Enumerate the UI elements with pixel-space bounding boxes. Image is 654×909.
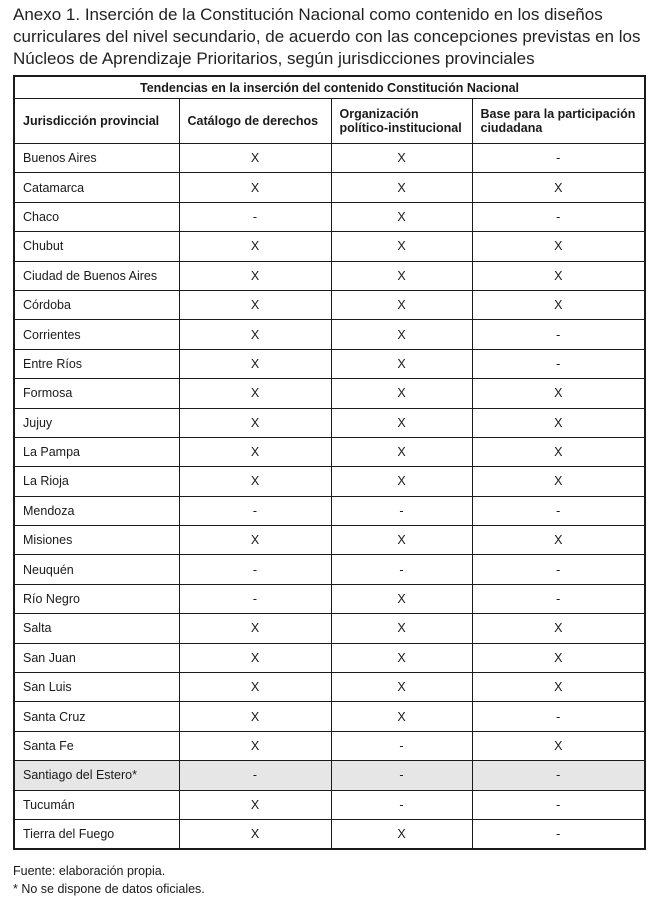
value-cell: X bbox=[331, 290, 472, 319]
value-cell: - bbox=[179, 761, 331, 790]
table-row bbox=[14, 526, 645, 555]
value-cell: X bbox=[179, 290, 331, 319]
jurisdiction-cell: Tucumán bbox=[14, 790, 179, 819]
table-row bbox=[14, 614, 645, 643]
value-cell: X bbox=[331, 614, 472, 643]
table-row bbox=[14, 761, 645, 790]
value-cell: X bbox=[331, 437, 472, 466]
jurisdiction-cell: San Juan bbox=[14, 643, 179, 672]
value-cell: - bbox=[331, 496, 472, 525]
value-cell: - bbox=[472, 761, 645, 790]
jurisdiction-cell: La Pampa bbox=[14, 437, 179, 466]
value-cell: X bbox=[179, 526, 331, 555]
value-cell: X bbox=[179, 144, 331, 173]
table-row bbox=[14, 379, 645, 408]
jurisdiction-cell: Santa Fe bbox=[14, 731, 179, 760]
jurisdiction-cell: Río Negro bbox=[14, 584, 179, 613]
table-row bbox=[14, 673, 645, 702]
jurisdiction-cell: Chubut bbox=[14, 232, 179, 261]
value-cell: - bbox=[472, 496, 645, 525]
value-cell: X bbox=[472, 526, 645, 555]
column-header-rights-catalog: Catálogo de derechos bbox=[179, 99, 331, 144]
value-cell: - bbox=[179, 496, 331, 525]
document-title: Anexo 1. Inserción de la Constitución Nacional como contenido en los diseños curriculares del nivel secundario, de acuerdo con las concepciones previstas en los Núcleos de Aprendizaje Prioritarios, según jurisdicciones provinciales bbox=[13, 5, 641, 68]
table-row bbox=[14, 202, 645, 231]
value-cell: X bbox=[179, 643, 331, 672]
value-cell: X bbox=[331, 526, 472, 555]
table-row bbox=[14, 437, 645, 466]
footnote: * No se dispone de datos oficiales. bbox=[13, 882, 205, 896]
value-cell: - bbox=[331, 731, 472, 760]
table-row bbox=[14, 261, 645, 290]
table-row bbox=[14, 584, 645, 613]
value-cell: - bbox=[331, 555, 472, 584]
jurisdiction-cell: Ciudad de Buenos Aires bbox=[14, 261, 179, 290]
value-cell: X bbox=[179, 467, 331, 496]
table-row bbox=[14, 349, 645, 378]
table-row bbox=[14, 731, 645, 760]
value-cell: X bbox=[179, 379, 331, 408]
jurisdiction-cell: Chaco bbox=[14, 202, 179, 231]
table-row bbox=[14, 702, 645, 731]
value-cell: X bbox=[331, 643, 472, 672]
table-row bbox=[14, 467, 645, 496]
table-row bbox=[14, 408, 645, 437]
value-cell: X bbox=[331, 819, 472, 849]
table-row bbox=[14, 643, 645, 672]
source-note: Fuente: elaboración propia. bbox=[13, 864, 166, 878]
jurisdiction-cell: Jujuy bbox=[14, 408, 179, 437]
jurisdiction-cell: Neuquén bbox=[14, 555, 179, 584]
value-cell: X bbox=[179, 790, 331, 819]
value-cell: X bbox=[472, 673, 645, 702]
value-cell: X bbox=[472, 467, 645, 496]
value-cell: X bbox=[472, 261, 645, 290]
value-cell: X bbox=[331, 232, 472, 261]
value-cell: X bbox=[179, 731, 331, 760]
value-cell: X bbox=[179, 673, 331, 702]
value-cell: X bbox=[179, 702, 331, 731]
value-cell: X bbox=[472, 614, 645, 643]
value-cell: X bbox=[179, 349, 331, 378]
table-body bbox=[14, 144, 645, 850]
value-cell: X bbox=[331, 144, 472, 173]
value-cell: - bbox=[331, 790, 472, 819]
jurisdiction-cell: Tierra del Fuego bbox=[14, 819, 179, 849]
value-cell: X bbox=[331, 379, 472, 408]
table-row bbox=[14, 819, 645, 849]
value-cell: X bbox=[331, 702, 472, 731]
column-header-political-organization: Organización político-institucional bbox=[331, 99, 472, 144]
jurisdiction-cell: Misiones bbox=[14, 526, 179, 555]
value-cell: X bbox=[331, 202, 472, 231]
jurisdiction-cell: Buenos Aires bbox=[14, 144, 179, 173]
value-cell: X bbox=[331, 173, 472, 202]
value-cell: X bbox=[179, 614, 331, 643]
value-cell: X bbox=[331, 673, 472, 702]
value-cell: - bbox=[472, 819, 645, 849]
jurisdiction-cell: Mendoza bbox=[14, 496, 179, 525]
value-cell: X bbox=[331, 349, 472, 378]
table-row bbox=[14, 790, 645, 819]
value-cell: X bbox=[472, 290, 645, 319]
jurisdiction-cell: Corrientes bbox=[14, 320, 179, 349]
jurisdiction-cell: Catamarca bbox=[14, 173, 179, 202]
jurisdiction-cell: Formosa bbox=[14, 379, 179, 408]
value-cell: X bbox=[179, 408, 331, 437]
value-cell: - bbox=[472, 320, 645, 349]
value-cell: X bbox=[331, 408, 472, 437]
value-cell: - bbox=[472, 555, 645, 584]
value-cell: X bbox=[179, 320, 331, 349]
table-super-header: Tendencias en la inserción del contenido Constitución Nacional bbox=[14, 76, 645, 99]
value-cell: X bbox=[331, 584, 472, 613]
table-row bbox=[14, 496, 645, 525]
constitution-table bbox=[13, 75, 646, 850]
jurisdiction-cell: San Luis bbox=[14, 673, 179, 702]
value-cell: - bbox=[472, 584, 645, 613]
value-cell: X bbox=[472, 408, 645, 437]
value-cell: X bbox=[472, 379, 645, 408]
jurisdiction-cell: La Rioja bbox=[14, 467, 179, 496]
table-row bbox=[14, 290, 645, 319]
value-cell: X bbox=[179, 232, 331, 261]
value-cell: - bbox=[472, 790, 645, 819]
value-cell: X bbox=[179, 173, 331, 202]
value-cell: - bbox=[472, 144, 645, 173]
table-row bbox=[14, 173, 645, 202]
value-cell: - bbox=[472, 702, 645, 731]
value-cell: - bbox=[179, 555, 331, 584]
table-row bbox=[14, 555, 645, 584]
value-cell: X bbox=[331, 467, 472, 496]
value-cell: - bbox=[472, 202, 645, 231]
value-cell: - bbox=[179, 584, 331, 613]
jurisdiction-cell: Santa Cruz bbox=[14, 702, 179, 731]
table-row bbox=[14, 232, 645, 261]
value-cell: X bbox=[472, 173, 645, 202]
column-header-jurisdiction: Jurisdicción provincial bbox=[14, 99, 179, 144]
value-cell: X bbox=[472, 232, 645, 261]
table-row bbox=[14, 320, 645, 349]
value-cell: X bbox=[331, 261, 472, 290]
value-cell: - bbox=[331, 761, 472, 790]
value-cell: - bbox=[472, 349, 645, 378]
value-cell: X bbox=[179, 261, 331, 290]
jurisdiction-cell: Santiago del Estero* bbox=[14, 761, 179, 790]
jurisdiction-cell: Córdoba bbox=[14, 290, 179, 319]
value-cell: X bbox=[472, 643, 645, 672]
jurisdiction-cell: Salta bbox=[14, 614, 179, 643]
value-cell: X bbox=[472, 437, 645, 466]
value-cell: X bbox=[331, 320, 472, 349]
value-cell: X bbox=[179, 437, 331, 466]
jurisdiction-cell: Entre Ríos bbox=[14, 349, 179, 378]
column-header-citizen-participation: Base para la participación ciudadana bbox=[472, 99, 645, 144]
value-cell: - bbox=[179, 202, 331, 231]
table-row bbox=[14, 144, 645, 173]
value-cell: X bbox=[179, 819, 331, 849]
value-cell: X bbox=[472, 731, 645, 760]
